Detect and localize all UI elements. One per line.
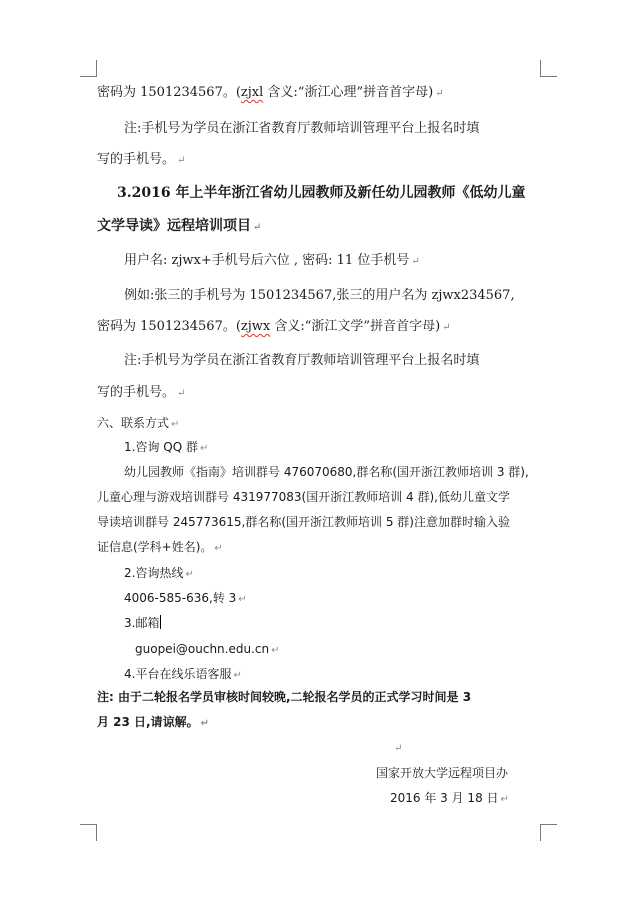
- text-run: 月 23 日,请谅解。: [97, 715, 199, 729]
- text-line-online-service[interactable]: [124, 665, 242, 685]
- text-run: 含义:“浙江心理”拼音首字母): [263, 85, 434, 100]
- spellcheck-word: zjwx: [240, 319, 271, 334]
- text-run: 写的手机号。: [97, 152, 176, 167]
- text-run: 用户名: zjwx+手机号后六位 , 密码: 11 位手机号: [124, 253, 410, 268]
- paragraph-mark: ↵: [199, 443, 209, 454]
- text-line-note-cont[interactable]: [97, 384, 185, 403]
- text-run: 注: 由于二轮报名学员审核时间较晚,二轮报名学员的正式学习时间是 3: [97, 690, 472, 704]
- text-run: 证信息(学科+姓名)。: [97, 540, 213, 554]
- text-run: 2016 年 3 月 18 日: [390, 791, 499, 805]
- email-link[interactable]: guopei@ouchn.edu.cn: [135, 642, 270, 656]
- notice-line-2[interactable]: [97, 713, 209, 733]
- text-run: 含义:“浙江文学”拼音首字母): [270, 319, 441, 334]
- paragraph-mark: ↵: [214, 543, 223, 554]
- text-line-1[interactable]: [97, 84, 444, 103]
- text-line-hotline-label[interactable]: [124, 564, 194, 584]
- text-run: 儿童心理与游戏培训群号 431977083(国开浙江教师培训 4 群),低幼儿童文学: [97, 490, 510, 504]
- section-heading-3-cont[interactable]: [97, 217, 261, 237]
- crop-mark-top-right: [540, 60, 557, 77]
- text-run: 幼儿园教师《指南》培训群号 476070680,群名称(国开浙江教师培训 3 群),: [124, 465, 529, 479]
- paragraph-mark: ↵: [500, 794, 509, 805]
- signature-organization[interactable]: [376, 764, 508, 782]
- crop-mark-bottom-left: [80, 824, 97, 841]
- text-cursor: [160, 615, 161, 629]
- text-line-username[interactable]: [124, 252, 420, 271]
- paragraph-mark: ↵: [442, 322, 451, 333]
- section-heading-3[interactable]: [117, 184, 525, 202]
- crop-mark-top-left: [80, 60, 97, 77]
- text-run: 例如:张三的手机号为 1501234567,张三的用户名为 zjwx234567,: [124, 288, 515, 303]
- text-run: 文学导读》远程培训项目: [97, 218, 251, 234]
- paragraph-mark: ↵: [435, 88, 444, 99]
- text-line-qq-group-3[interactable]: [97, 513, 510, 531]
- paragraph-mark: ↵: [185, 569, 194, 580]
- text-run: 六、联系方式: [97, 416, 170, 430]
- notice-line-1[interactable]: [97, 688, 471, 706]
- text-line-3[interactable]: [97, 151, 185, 170]
- text-line-email-label[interactable]: [124, 614, 161, 632]
- empty-paragraph[interactable]: [392, 739, 402, 758]
- paragraph-mark: ↵: [200, 718, 210, 729]
- text-run: 4006-585-636,转 3: [124, 591, 237, 605]
- paragraph-mark: ↵: [394, 743, 403, 754]
- paragraph-mark: ↵: [411, 256, 420, 267]
- text-run: 密码为 1501234567。(: [97, 319, 241, 334]
- text-line-2[interactable]: [124, 120, 479, 138]
- text-run: 1.咨询 QQ 群: [124, 440, 198, 454]
- text-run: 国家开放大学远程项目办: [376, 766, 509, 780]
- text-run: 3.2016 年上半年浙江省幼儿园教师及新任幼儿园教师《低幼儿童: [117, 185, 526, 201]
- paragraph-mark: ↵: [253, 222, 262, 233]
- paragraph-mark: ↵: [271, 645, 280, 656]
- text-line-qq-verify[interactable]: [97, 538, 223, 558]
- paragraph-mark: ↵: [171, 419, 180, 430]
- text-run: 4.平台在线乐语客服: [124, 667, 232, 681]
- text-run: 2.咨询热线: [124, 566, 184, 580]
- text-run: 密码为 1501234567。(: [97, 85, 241, 100]
- paragraph-mark: ↵: [177, 388, 186, 399]
- paragraph-mark: ↵: [233, 670, 242, 681]
- text-line-hotline-number[interactable]: [124, 589, 247, 609]
- text-line-password[interactable]: [97, 318, 451, 337]
- text-run: 注:手机号为学员在浙江省教育厅教师培训管理平台上报名时填: [124, 121, 480, 136]
- text-line-qq-group-1[interactable]: [124, 463, 529, 481]
- text-run: 导读培训群号 245773615,群名称(国开浙江教师培训 5 群)注意加群时输入验: [97, 515, 510, 529]
- crop-mark-bottom-right: [540, 824, 557, 841]
- text-run: 3.邮箱: [124, 616, 160, 630]
- text-line-qq[interactable]: [124, 438, 208, 458]
- paragraph-mark: ↵: [238, 594, 247, 605]
- signature-date[interactable]: [390, 789, 509, 809]
- text-line-example[interactable]: [124, 287, 515, 305]
- text-line-note[interactable]: [124, 352, 479, 370]
- text-run: 注:手机号为学员在浙江省教育厅教师培训管理平台上报名时填: [124, 353, 480, 368]
- paragraph-mark: ↵: [177, 155, 186, 166]
- spellcheck-word: zjxl: [240, 85, 264, 100]
- text-run: 写的手机号。: [97, 385, 176, 400]
- section-heading-contact[interactable]: [97, 414, 179, 434]
- text-line-qq-group-2[interactable]: [97, 488, 510, 506]
- text-line-email-address[interactable]: [135, 640, 279, 660]
